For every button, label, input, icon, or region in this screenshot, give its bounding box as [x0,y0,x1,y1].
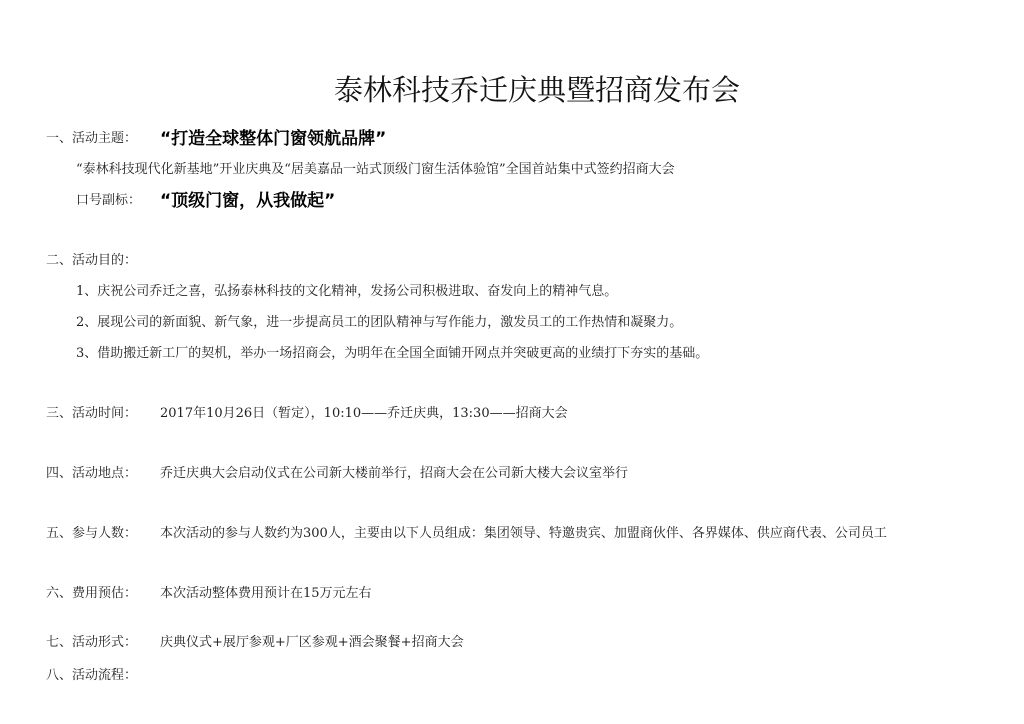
purpose-item: 2、展现公司的新面貌、新气象，进一步提高员工的团队精神与写作能力，激发员工的工作热情和凝聚力。 [76,315,683,330]
time-label: 三、活动时间： [46,406,138,421]
process-label: 八、活动流程： [46,668,138,683]
theme-subline: “泰林科技现代化新基地”开业庆典及“居美嘉品一站式顶级门窗生活体验馆”全国首站集中式签约招商大会 [76,162,675,177]
theme-value: “打造全球整体门窗领航品牌” [160,129,387,149]
slogan-label: 口号副标： [76,193,142,208]
document-title: 泰林科技乔迁庆典暨招商发布会 [333,73,740,107]
format-value: 庆典仪式+展厅参观+厂区参观+酒会聚餐+招商大会 [160,635,464,650]
location-value: 乔迁庆典大会启动仪式在公司新大楼前举行，招商大会在公司新大楼大会议室举行 [160,466,629,481]
format-label: 七、活动形式： [46,635,138,650]
purpose-label: 二、活动目的： [46,253,138,268]
location-label: 四、活动地点： [46,466,138,481]
purpose-item: 3、借助搬迁新工厂的契机，举办一场招商会，为明年在全国全面铺开网点并突破更高的业绩打下夯实的基础。 [76,346,709,361]
theme-label: 一、活动主题： [46,131,138,146]
time-value: 2017年10月26日（暂定），10:10——乔迁庆典，13:30——招商大会 [160,406,568,421]
budget-value: 本次活动整体费用预计在15万元左右 [160,586,372,601]
budget-label: 六、费用预估： [46,586,138,601]
participants-label: 五、参与人数： [46,526,138,541]
slogan-value: “顶级门窗，从我做起” [160,191,336,211]
participants-value: 本次活动的参与人数约为300人，主要由以下人员组成：集团领导、特邀贵宾、加盟商伙伴、各界媒体、供应商代表、公司员工 [160,526,887,541]
purpose-item: 1、庆祝公司乔迁之喜，弘扬泰林科技的文化精神，发扬公司积极进取、奋发向上的精神气息。 [76,284,618,299]
